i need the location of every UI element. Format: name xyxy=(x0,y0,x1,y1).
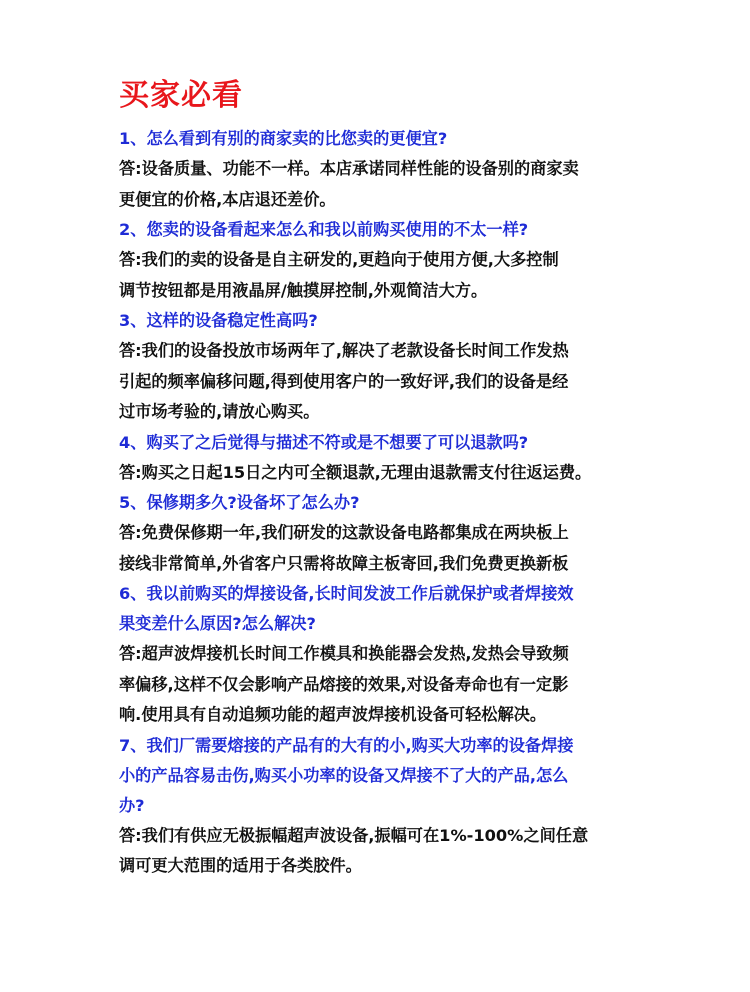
faq-item-7 xyxy=(119,731,664,882)
page-title: 买家必看 xyxy=(119,78,243,113)
question-3 xyxy=(119,306,664,336)
faq-document xyxy=(119,76,664,882)
answer-line: 答:购买之日起15日之内可全额退款,无理由退款需支付往返运费。 xyxy=(119,462,592,482)
answer-line: 答:我们的设备投放市场两年了,解决了老款设备长时间工作发热 xyxy=(119,341,569,360)
faq-item-2 xyxy=(119,215,664,306)
answer-line: 响.使用具有自动追频功能的超声波焊接机设备可轻松解决。 xyxy=(119,705,547,724)
question-line: 办? xyxy=(119,795,145,815)
question-line: 7、我们厂需要熔接的产品有的大有的小,购买大功率的设备焊接 xyxy=(119,735,574,755)
answer-3 xyxy=(119,336,664,428)
faq-item-1 xyxy=(119,124,664,215)
answer-line: 引起的频率偏移问题,得到使用客户的一致好评,我们的设备是经 xyxy=(119,371,569,391)
answer-7 xyxy=(119,821,664,882)
question-line: 5、保修期多久?设备坏了怎么办? xyxy=(119,493,360,512)
question-7 xyxy=(119,731,664,821)
question-5 xyxy=(119,488,664,518)
faq-item-4 xyxy=(119,428,664,489)
question-line: 2、您卖的设备看起来怎么和我以前购买使用的不太一样? xyxy=(119,220,529,239)
answer-line: 过市场考验的,请放心购买。 xyxy=(119,402,320,421)
question-line: 果变差什么原因?怎么解决? xyxy=(119,614,316,633)
answer-line: 接线非常简单,外省客户只需将故障主板寄回,我们免费更换新板 xyxy=(119,553,569,573)
question-4 xyxy=(119,428,664,458)
faq-item-3 xyxy=(119,306,664,428)
question-6 xyxy=(119,579,664,639)
answer-5 xyxy=(119,518,664,579)
question-line: 小的产品容易击伤,购买小功率的设备又焊接不了大的产品,怎么 xyxy=(119,765,569,785)
answer-4 xyxy=(119,458,664,489)
question-line: 4、购买了之后觉得与描述不符或是不想要了可以退款吗? xyxy=(119,432,529,452)
question-line: 1、怎么看到有别的商家卖的比您卖的更便宜? xyxy=(119,129,448,148)
answer-line: 答:我们有供应无极振幅超声波设备,振幅可在1%-100%之间任意 xyxy=(119,825,589,845)
answer-6 xyxy=(119,639,664,731)
answer-line: 答:超声波焊接机长时间工作模具和换能器会发热,发热会导致频 xyxy=(119,644,569,663)
answer-line: 答:免费保修期一年,我们研发的这款设备电路都集成在两块板上 xyxy=(119,523,569,542)
question-2 xyxy=(119,215,664,245)
answer-line: 调节按钮都是用液晶屏/触摸屏控制,外观简洁大方。 xyxy=(119,280,488,300)
answer-2 xyxy=(119,245,664,306)
answer-line: 调可更大范围的适用于各类胶件。 xyxy=(119,856,362,875)
faq-item-6 xyxy=(119,579,664,731)
answer-1 xyxy=(119,154,664,215)
faq-item-5 xyxy=(119,488,664,579)
question-line: 3、这样的设备稳定性高吗? xyxy=(119,311,318,330)
answer-line: 率偏移,这样不仅会影响产品熔接的效果,对设备寿命也有一定影 xyxy=(119,674,569,694)
answer-line: 答:设备质量、功能不一样。本店承诺同样性能的设备别的商家卖 xyxy=(119,159,579,178)
question-line: 6、我以前购买的焊接设备,长时间发波工作后就保护或者焊接效 xyxy=(119,584,574,603)
answer-line: 更便宜的价格,本店退还差价。 xyxy=(119,189,336,209)
answer-line: 答:我们的卖的设备是自主研发的,更趋向于使用方便,大多控制 xyxy=(119,250,559,269)
question-1 xyxy=(119,124,664,154)
